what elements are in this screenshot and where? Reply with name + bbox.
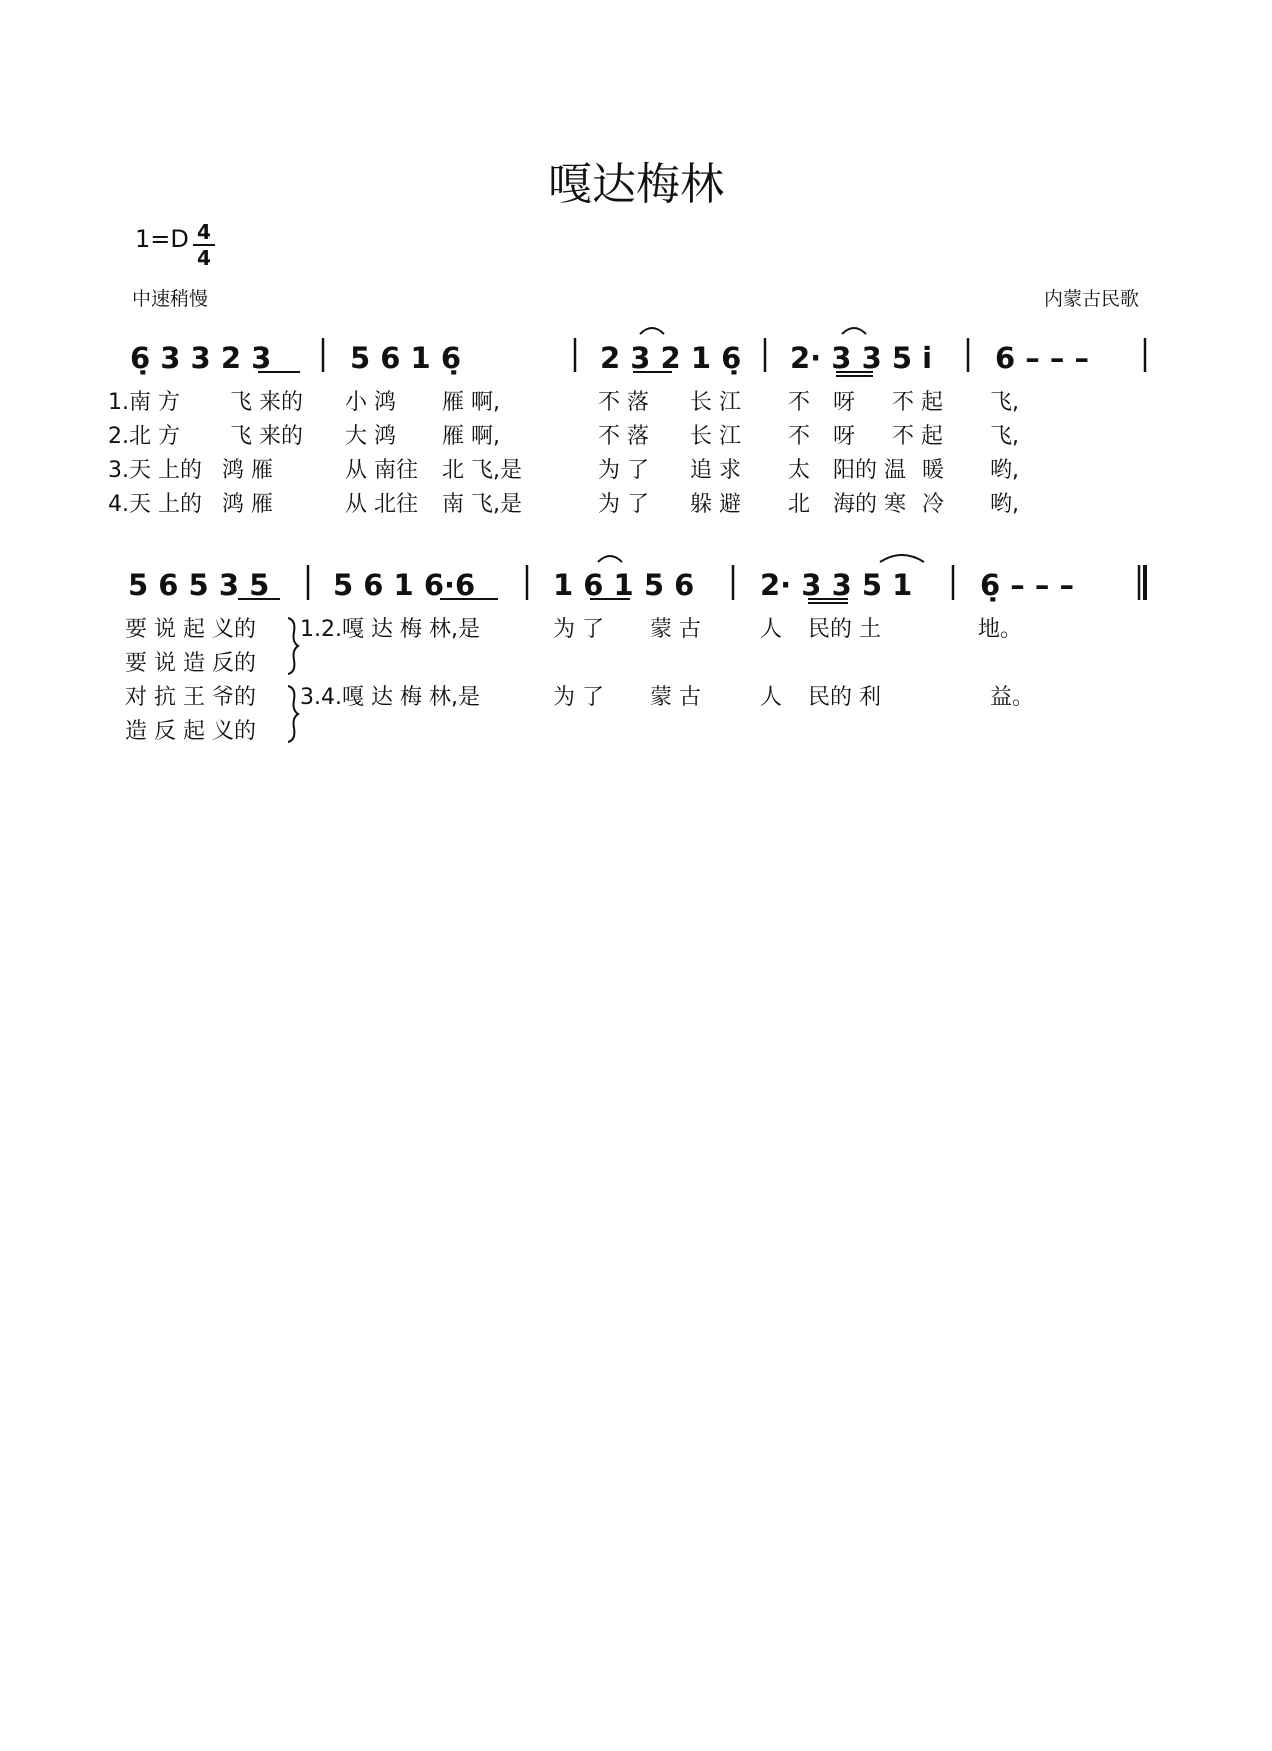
song-title: 嘎达梅林 <box>548 159 724 210</box>
lyric-segment: 鸿 雁 <box>222 458 273 483</box>
slur <box>842 328 866 334</box>
lyric-left-1: 要 说 起 义的 <box>125 617 256 642</box>
lyric-left-4: 造 反 起 义的 <box>125 719 256 744</box>
lyric-segment: 呀 <box>833 424 856 449</box>
lyric-segment: 益。 <box>990 685 1035 710</box>
lyric-segment: 为 了 <box>553 685 604 710</box>
lyric-segment: 为 了 <box>598 458 649 483</box>
lyric-left-3: 对 抗 王 爷的 <box>125 685 256 710</box>
lyric-segment: 雁 啊, <box>442 390 500 415</box>
lyric-segment: 追 求 <box>690 458 741 483</box>
measure-1: 6̣ 3 3 2 3 <box>130 341 272 375</box>
lyric-segment: 躲 避 <box>690 492 741 517</box>
measure-7: 5 6 1 6·6 <box>333 568 476 602</box>
lyric-segment: 北 飞,是 <box>442 458 522 483</box>
lyric-segment: 大 鸿 <box>345 424 396 449</box>
lyric-segment: 飞 来的 <box>230 424 303 449</box>
lyric-segment: 3.4.嘎 达 梅 林,是 <box>300 685 480 710</box>
lyric-segment: 海的 寒 <box>833 492 906 517</box>
verse-brace <box>288 686 298 742</box>
lyric-segment: 不 <box>788 424 811 449</box>
measure-2: 5 6 1 6̣ <box>350 341 462 375</box>
lyric-segment: 民的 土 <box>808 617 881 642</box>
measure-3: 2 3 2 1 6̣ <box>600 341 742 375</box>
lyric-segment: 飞 来的 <box>230 390 303 415</box>
measure-4: 2· 3 3 5 i̇ <box>790 341 933 375</box>
lyric-segment: 不 起 <box>892 424 943 449</box>
lyric-segment: 蒙 古 <box>650 685 701 710</box>
lyric-segment: 雁 啊, <box>442 424 500 449</box>
slur <box>598 556 622 562</box>
measure-10: 6̣ – – – <box>980 568 1074 602</box>
lyric-segment: 蒙 古 <box>650 617 701 642</box>
time-numerator: 4 <box>197 220 211 244</box>
lyric-segment: 不 落 <box>598 390 649 415</box>
lyric-segment: 不 落 <box>598 424 649 449</box>
lyric-segment: 北 <box>788 492 811 517</box>
lyric-segment: 冷 <box>922 492 945 517</box>
measure-5: 6 – – – <box>995 341 1089 375</box>
lyric-segment: 鸿 雁 <box>222 492 273 517</box>
lyric-segment: 4.天 上的 <box>108 492 202 517</box>
lyric-segment: 人 <box>760 617 783 642</box>
lyric-segment: 南 飞,是 <box>442 492 522 517</box>
lyric-segment: 飞, <box>990 390 1019 415</box>
lyric-left-2: 要 说 造 反的 <box>125 651 256 676</box>
lyric-segment: 太 <box>788 458 811 483</box>
measure-8: 1 6 1 5 6 <box>553 568 695 602</box>
lyric-segment: 长 江 <box>690 390 741 415</box>
verse-brace <box>288 618 298 674</box>
lyric-segment: 2.北 方 <box>108 424 180 449</box>
lyric-segment: 地。 <box>978 617 1023 642</box>
song-origin: 内蒙古民歌 <box>1043 288 1139 310</box>
measure-6: 5 6 5 3 5 <box>128 568 270 602</box>
lyric-segment: 人 <box>760 685 783 710</box>
lyric-segment: 哟, <box>990 492 1019 517</box>
lyric-segment: 1.2.嘎 达 梅 林,是 <box>300 617 480 642</box>
lyric-segment: 阳的 温 <box>833 458 906 483</box>
lyric-segment: 3.天 上的 <box>108 458 202 483</box>
lyric-segment: 1.南 方 <box>108 390 180 415</box>
lyric-segment: 民的 利 <box>808 685 881 710</box>
lyric-segment: 暖 <box>922 458 945 483</box>
lyric-segment: 哟, <box>990 458 1019 483</box>
slur <box>640 328 664 334</box>
tempo-marking: 中速稍慢 <box>132 288 209 310</box>
key-signature: 1=D <box>135 225 189 253</box>
time-denominator: 4 <box>197 246 211 270</box>
lyric-segment: 不 <box>788 390 811 415</box>
lyric-segment: 从 北往 <box>345 492 418 517</box>
lyric-segment: 小 鸿 <box>345 390 396 415</box>
measure-9: 2· 3 3 5 1 <box>760 568 913 602</box>
lyric-segment: 飞, <box>990 424 1019 449</box>
lyric-segment: 呀 <box>833 390 856 415</box>
lyric-segment: 不 起 <box>892 390 943 415</box>
lyric-segment: 为 了 <box>553 617 604 642</box>
lyric-segment: 为 了 <box>598 492 649 517</box>
lyric-segment: 从 南往 <box>345 458 418 483</box>
slur <box>880 555 924 562</box>
lyric-segment: 长 江 <box>690 424 741 449</box>
